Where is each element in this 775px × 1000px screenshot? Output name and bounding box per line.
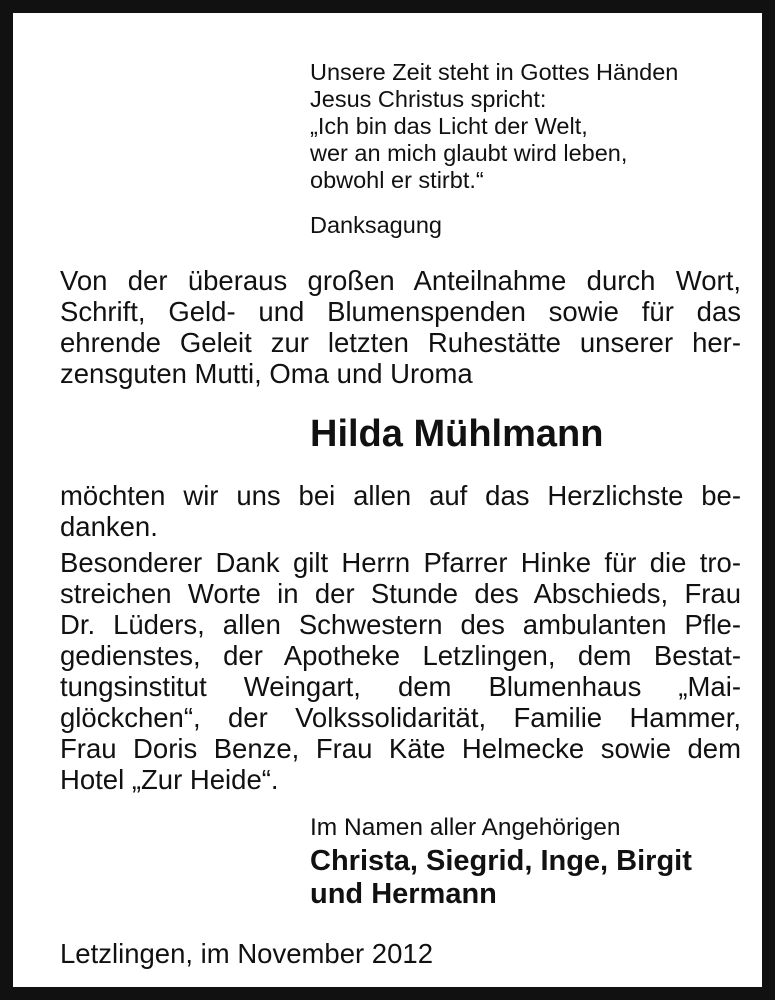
thanks-line: möchten wir uns bei allen auf das Herzlichste be- (60, 480, 741, 511)
deceased-name: Hilda Mühlmann (310, 413, 604, 455)
signature-names-line: Christa, Siegrid, Inge, Birgit (310, 845, 692, 877)
motto-line: „Ich bin das Licht der Welt, (310, 113, 588, 139)
special-thanks-line: gedienstes, der Apotheke Letzlingen, dem Bestat- (60, 640, 741, 671)
thanks-line: danken. (60, 511, 158, 542)
special-thanks-line: Hotel „Zur Heide“. (60, 764, 279, 795)
signature-names-line: und Hermann (310, 878, 497, 910)
heading: Danksagung (310, 212, 442, 238)
special-thanks-line: Besonderer Dank gilt Herrn Pfarrer Hinke für die tro- (60, 547, 741, 578)
place-date: Letzlingen, im November 2012 (60, 938, 433, 969)
motto-line: Unsere Zeit steht in Gottes Händen (310, 59, 679, 85)
special-thanks-line: Frau Doris Benze, Frau Käte Helmecke sowie dem (60, 733, 741, 764)
signature-intro: Im Namen aller Angehörigen (310, 814, 621, 841)
intro-line: Von der überaus großen Anteilnahme durch Wort, (60, 265, 741, 296)
intro-line: zensguten Mutti, Oma und Uroma (60, 358, 473, 389)
special-thanks-line: Dr. Lüders, allen Schwestern des ambulanten Pfle- (60, 609, 741, 640)
motto-line: obwohl er stirbt.“ (310, 167, 484, 193)
motto-line: wer an mich glaubt wird leben, (310, 140, 628, 166)
special-thanks-line: glöckchen“, der Volkssolidarität, Familie Hammer, (60, 702, 741, 733)
special-thanks-line: streichen Worte in der Stunde des Abschieds, Frau (60, 578, 741, 609)
intro-line: Schrift, Geld- und Blumenspenden sowie für das (60, 296, 741, 327)
special-thanks-line: tungsinstitut Weingart, dem Blumenhaus „Mai- (60, 671, 741, 702)
intro-line: ehrende Geleit zur letzten Ruhestätte unserer her- (60, 327, 741, 358)
motto-line: Jesus Christus spricht: (310, 86, 547, 112)
